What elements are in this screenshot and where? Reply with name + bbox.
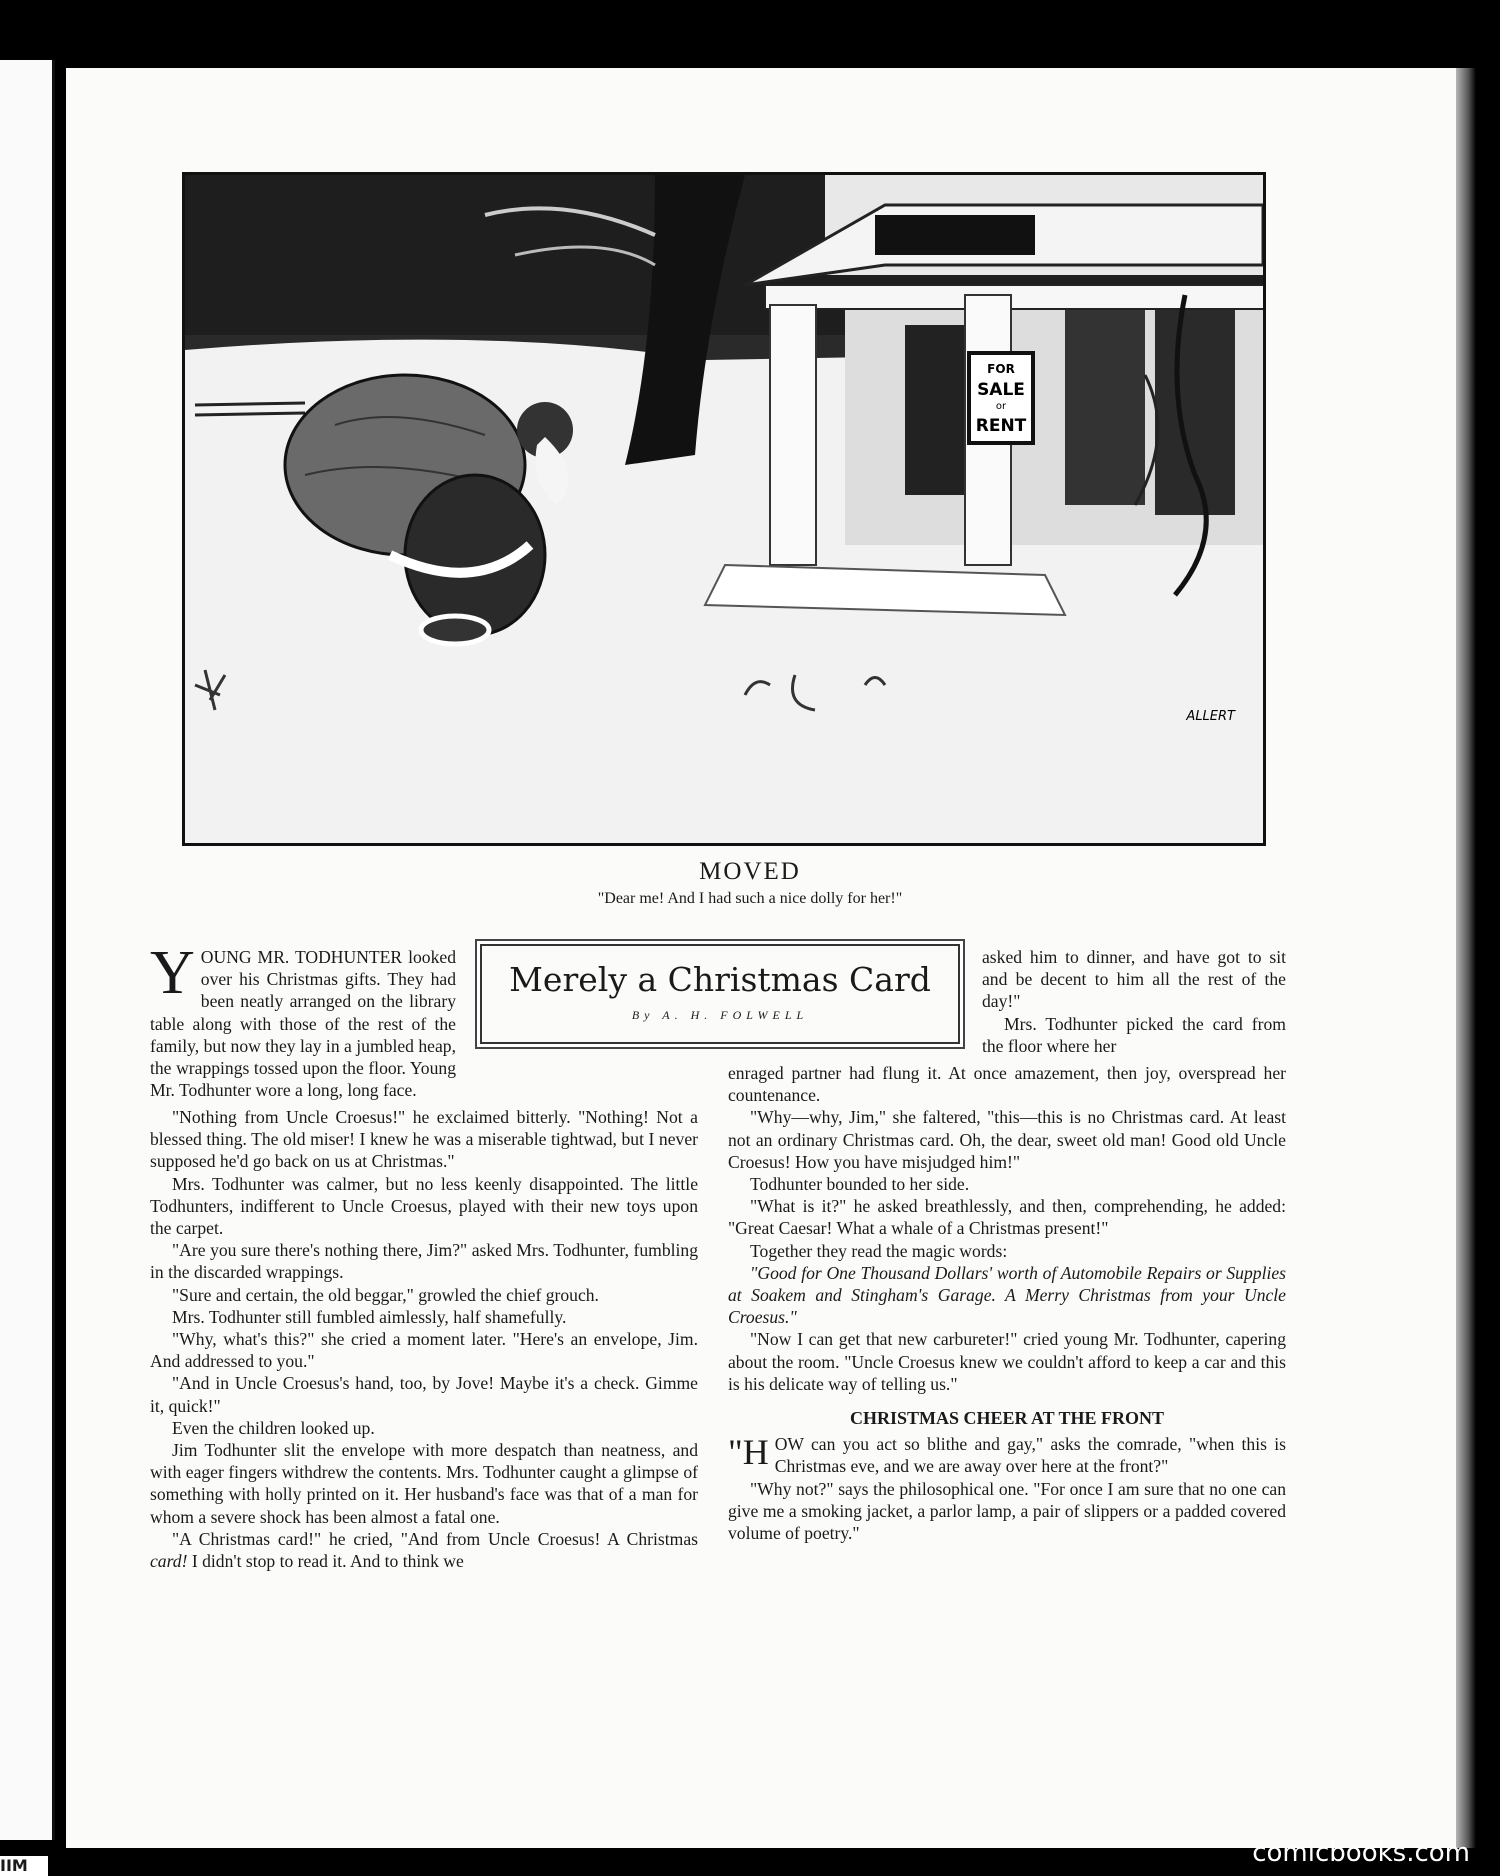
story-intro — [150, 939, 456, 1101]
column-right-top — [982, 946, 1286, 1057]
section-heading: CHRISTMAS CHEER AT THE FRONT — [849, 1408, 1165, 1429]
drop-cap: Y — [150, 939, 195, 1007]
sign-line-2: SALE — [977, 380, 1025, 400]
paragraph: "Sure and certain, the old beggar," growled the chief grouch. — [172, 1284, 599, 1305]
left-page-edge — [0, 60, 55, 1840]
paragraph: "What is it?" he asked breathlessly, and then, comprehending, he added: "Great Caesar! What a whale of a Christmas present!" — [728, 1196, 1286, 1239]
santa-illustration — [182, 172, 1266, 846]
drop-cap: "H — [728, 1432, 769, 1473]
paragraph: "Now I can get that new carbureter!" cried young Mr. Todhunter, capering about the room. "Uncle Croesus knew we couldn't afford to keep a car and this is his delicate way of telling us." — [728, 1329, 1286, 1394]
paragraph-text: "A Christmas card!" he cried, "And from Uncle Croesus! A Christmas — [172, 1528, 698, 1549]
column-left — [150, 1106, 698, 1572]
sign-line-1: FOR — [987, 362, 1015, 376]
story-byline: By A. H. FOLWELL — [631, 1008, 809, 1022]
page-shadow — [1456, 68, 1476, 1848]
paragraph: Even the children looked up. — [172, 1417, 375, 1438]
sign-line-3: or — [995, 401, 1007, 412]
paragraph: Todhunter bounded to her side. — [750, 1174, 970, 1195]
paragraph: Mrs. Todhunter was calmer, but no less keenly disappointed. The little Todhunters, indifferent to Uncle Croesus, played with their new toys upon the carpet. — [150, 1173, 698, 1239]
artist-signature: ALLERT — [1186, 709, 1235, 724]
column-intro-top — [150, 939, 456, 1101]
paragraph: Jim Todhunter slit the envelope with more despatch than neatness, and with eager fingers withdrew the contents. Mrs. Todhunter caught a glimpse of something with holly printed on it. Her husband's face was that of a man for whom a severe shock has been almost a fatal one. — [150, 1440, 698, 1527]
quote-paragraph — [728, 1262, 1286, 1329]
paragraph: "And in Uncle Croesus's hand, too, by Jove! Maybe it's a check. Gimme it, quick!" — [150, 1373, 698, 1416]
column-right — [728, 1062, 1286, 1544]
paragraph-last — [150, 1528, 698, 1572]
paragraph: Together they read the magic words: — [750, 1240, 1008, 1261]
story-title: Merely a Christmas Card — [509, 960, 931, 999]
paragraph: asked him to dinner, and have got to sit and be decent to him all the rest of the day!" — [982, 947, 1286, 1012]
quote-text: "Good for One Thousand Dollars' worth of Automobile Repairs or Supplies at Soakem and Stingham's Garage. A Merry Christmas from your Uncle Croesus." — [728, 1262, 1286, 1328]
corner-label: IIM — [0, 1856, 48, 1876]
section-paragraph: "Why not?" says the philosophical one. "For once I am sure that no one can give me a smoking jacket, a parlor lamp, a pair of slippers or a padded covered volume of poetry." — [728, 1478, 1286, 1544]
paragraph: Mrs. Todhunter still fumbled aimlessly, half shamefully. — [172, 1306, 567, 1327]
paragraph: "Why—why, Jim," she faltered, "this—this is no Christmas card. At least not an ordinary Christmas card. Oh, the dear, sweet old man! Good old Uncle Croesus! How you have misjudged him!" — [728, 1107, 1286, 1172]
section-text: OW can you act so blithe and gay," asks the comrade, "when this is Christmas eve, and we are away over here at the front?" — [774, 1434, 1286, 1477]
paragraph-text: I didn't stop to read it. And to think we — [187, 1551, 464, 1572]
caption-title: MOVED — [699, 858, 801, 885]
paragraph: "Why, what's this?" she cried a moment later. "Here's an envelope, Jim. And addressed to you." — [150, 1329, 698, 1372]
paragraph: enraged partner had flung it. At once amazement, then joy, overspread her countenance. — [728, 1063, 1286, 1106]
intro-text: OUNG MR. TODHUNTER looked over his Christmas gifts. They had been neatly arranged on the library table along with those of the rest of the family, but now they lay in a jumbled heap, the wrappings tossed upon the floor. Young Mr. Todhunter wore a long, long face. — [150, 947, 456, 1101]
caption-subtitle: "Dear me! And I had such a nice dolly for her!" — [597, 890, 903, 907]
paragraph: "Nothing from Uncle Croesus!" he exclaimed bitterly. "Nothing! Not a blessed thing. The old miser! I knew he was a miserable tightwad, but I never supposed he'd go back on us at Christmas." — [150, 1107, 698, 1172]
section-paragraph — [728, 1433, 1286, 1477]
watermark: comicbooks.com — [1252, 1838, 1470, 1868]
paragraph-emphasis: card! — [150, 1551, 188, 1572]
paragraph: Mrs. Todhunter picked the card from the floor where her — [982, 1013, 1286, 1056]
sign-line-4: RENT — [975, 416, 1027, 436]
story-title-box — [480, 944, 960, 1044]
paragraph: "Are you sure there's nothing there, Jim?" asked Mrs. Todhunter, fumbling in the discarded wrappings. — [150, 1240, 698, 1283]
